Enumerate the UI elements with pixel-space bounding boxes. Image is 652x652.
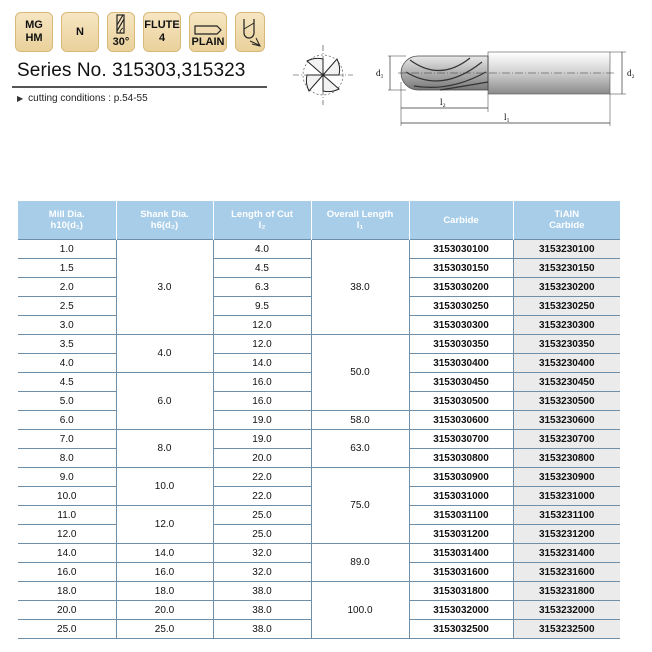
cutting-conditions-note (17, 93, 148, 104)
overall-length-cell: 89.0 (311, 544, 409, 582)
carbide-code-cell: 3153031000 (409, 487, 513, 506)
l2-label: l₂ (440, 97, 446, 107)
carbide-code-cell: 3153030300 (409, 316, 513, 335)
helix-angle-label: 30° (112, 36, 130, 48)
tialn-code-cell: 3153231400 (513, 544, 620, 563)
carbide-code-cell: 3153032500 (409, 620, 513, 639)
carbide-code-cell: 3153031100 (409, 506, 513, 525)
length-of-cut-cell: 20.0 (213, 449, 311, 468)
mill-dia-cell: 2.0 (18, 278, 116, 297)
carbide-code-cell: 3153032000 (409, 601, 513, 620)
overall-length-cell: 38.0 (311, 240, 409, 335)
shank-dia-cell: 6.0 (116, 373, 213, 430)
carbide-code-cell: 3153031600 (409, 563, 513, 582)
shank-dia-cell: 10.0 (116, 468, 213, 506)
carbide-code-cell: 3153031400 (409, 544, 513, 563)
table-row (18, 544, 620, 563)
type-badge-label: N (76, 25, 84, 38)
tialn-code-cell: 3153230250 (513, 297, 620, 316)
cutting-conditions-text: cutting conditions : p.54-55 (28, 93, 148, 104)
tialn-code-cell: 3153231000 (513, 487, 620, 506)
shank-dia-cell: 16.0 (116, 563, 213, 582)
length-of-cut-cell: 9.5 (213, 297, 311, 316)
shank-dia-cell: 14.0 (116, 544, 213, 563)
length-of-cut-cell: 32.0 (213, 544, 311, 563)
material-badge-line2: HM (25, 32, 43, 44)
tialn-code-cell: 3153232500 (513, 620, 620, 639)
mill-dia-cell: 25.0 (18, 620, 116, 639)
table-row (18, 411, 620, 430)
mill-dia-cell: 7.0 (18, 430, 116, 449)
shank-badge (189, 12, 227, 52)
column-header (18, 201, 116, 240)
length-of-cut-cell: 4.5 (213, 259, 311, 278)
carbide-code-cell: 3153030200 (409, 278, 513, 297)
spec-badges (15, 12, 265, 52)
length-of-cut-cell: 19.0 (213, 430, 311, 449)
length-of-cut-cell: 38.0 (213, 620, 311, 639)
table-row (18, 430, 620, 449)
table-header-row (18, 201, 620, 240)
page-title: Series No. 315303,315323 (17, 60, 246, 81)
d2-label: d₂ (627, 68, 635, 78)
mill-dia-cell: 10.0 (18, 487, 116, 506)
column-header (213, 201, 311, 240)
column-header-line1: Mill Dia. (48, 209, 85, 220)
mill-dia-cell: 4.0 (18, 354, 116, 373)
carbide-code-cell: 3153030800 (409, 449, 513, 468)
mill-dia-cell: 14.0 (18, 544, 116, 563)
tialn-code-cell: 3153230300 (513, 316, 620, 335)
mill-dia-cell: 18.0 (18, 582, 116, 601)
column-header-line1: Carbide (443, 214, 479, 226)
column-header-line2: h10(d₁) (50, 220, 83, 231)
mill-dia-cell: 20.0 (18, 601, 116, 620)
shank-dia-cell: 20.0 (116, 601, 213, 620)
column-header-line2: Carbide (549, 220, 585, 231)
triangle-bullet-icon: ▶ (17, 94, 24, 103)
tialn-code-cell: 3153230600 (513, 411, 620, 430)
length-of-cut-cell: 32.0 (213, 563, 311, 582)
helix-angle-icon (110, 14, 132, 36)
mill-dia-cell: 3.5 (18, 335, 116, 354)
column-header-line2: h6(d₂) (150, 220, 179, 231)
carbide-code-cell: 3153031800 (409, 582, 513, 601)
shank-dia-cell: 18.0 (116, 582, 213, 601)
column-header-line1: Overall Length (326, 209, 394, 220)
shank-dia-cell: 4.0 (116, 335, 213, 373)
tialn-code-cell: 3153230900 (513, 468, 620, 487)
tialn-code-cell: 3153230150 (513, 259, 620, 278)
ball-nose-badge (235, 12, 265, 52)
material-badge-line1: MG (25, 19, 43, 31)
tialn-code-cell: 3153230200 (513, 278, 620, 297)
length-of-cut-cell: 16.0 (213, 392, 311, 411)
tialn-code-cell: 3153231800 (513, 582, 620, 601)
length-of-cut-cell: 22.0 (213, 468, 311, 487)
table-row (18, 240, 620, 259)
carbide-code-cell: 3153030150 (409, 259, 513, 278)
title-divider (12, 86, 267, 88)
column-header (116, 201, 213, 240)
carbide-code-cell: 3153030500 (409, 392, 513, 411)
carbide-code-cell: 3153031200 (409, 525, 513, 544)
mill-dia-cell: 4.5 (18, 373, 116, 392)
column-header-line1: Shank Dia. (140, 209, 189, 220)
length-of-cut-cell: 38.0 (213, 601, 311, 620)
length-of-cut-cell: 4.0 (213, 240, 311, 259)
tialn-code-cell: 3153230450 (513, 373, 620, 392)
mill-dia-cell: 2.5 (18, 297, 116, 316)
mill-dia-cell: 6.0 (18, 411, 116, 430)
column-header-line2: l₂ (258, 220, 266, 231)
length-of-cut-cell: 25.0 (213, 525, 311, 544)
tialn-code-cell: 3153230700 (513, 430, 620, 449)
length-of-cut-cell: 25.0 (213, 506, 311, 525)
length-of-cut-cell: 12.0 (213, 335, 311, 354)
flute-badge (143, 12, 181, 52)
length-of-cut-cell: 38.0 (213, 582, 311, 601)
overall-length-cell: 50.0 (311, 335, 409, 411)
mill-dia-cell: 3.0 (18, 316, 116, 335)
length-of-cut-cell: 6.3 (213, 278, 311, 297)
cutter-end-view-drawing (293, 45, 353, 105)
column-header (311, 201, 409, 240)
tialn-code-cell: 3153231600 (513, 563, 620, 582)
tialn-code-cell: 3153231100 (513, 506, 620, 525)
carbide-code-cell: 3153030450 (409, 373, 513, 392)
mill-dia-cell: 16.0 (18, 563, 116, 582)
carbide-code-cell: 3153030350 (409, 335, 513, 354)
overall-length-cell: 58.0 (311, 411, 409, 430)
carbide-code-cell: 3153030250 (409, 297, 513, 316)
column-header (409, 201, 513, 240)
tialn-code-cell: 3153230400 (513, 354, 620, 373)
mill-dia-cell: 1.0 (18, 240, 116, 259)
overall-length-cell: 63.0 (311, 430, 409, 468)
mill-dia-cell: 11.0 (18, 506, 116, 525)
tialn-code-cell: 3153230100 (513, 240, 620, 259)
cutter-side-view-drawing (370, 42, 640, 132)
material-badge (15, 12, 53, 52)
carbide-code-cell: 3153030700 (409, 430, 513, 449)
mill-dia-cell: 1.5 (18, 259, 116, 278)
tialn-code-cell: 3153230800 (513, 449, 620, 468)
tialn-code-cell: 3153232000 (513, 601, 620, 620)
carbide-code-cell: 3153030900 (409, 468, 513, 487)
tialn-code-cell: 3153230350 (513, 335, 620, 354)
tialn-code-cell: 3153230500 (513, 392, 620, 411)
d1-label: d₁ (376, 68, 384, 78)
shank-dia-cell: 8.0 (116, 430, 213, 468)
length-of-cut-cell: 14.0 (213, 354, 311, 373)
length-of-cut-cell: 16.0 (213, 373, 311, 392)
type-badge (61, 12, 99, 52)
carbide-code-cell: 3153030100 (409, 240, 513, 259)
column-header-line1: TiAlN (554, 209, 580, 220)
length-of-cut-cell: 22.0 (213, 487, 311, 506)
column-header (513, 201, 620, 240)
table-row (18, 335, 620, 354)
mill-dia-cell: 12.0 (18, 525, 116, 544)
shank-dia-cell: 12.0 (116, 506, 213, 544)
overall-length-cell: 75.0 (311, 468, 409, 544)
length-of-cut-cell: 12.0 (213, 316, 311, 335)
mill-dia-cell: 8.0 (18, 449, 116, 468)
helix-angle-badge (107, 12, 135, 52)
ball-nose-cutting-icon (238, 17, 262, 47)
mill-dia-cell: 9.0 (18, 468, 116, 487)
overall-length-cell: 100.0 (311, 582, 409, 639)
flute-count: 4 (158, 32, 166, 44)
flute-label: FLUTE (144, 19, 180, 31)
plain-shank-icon (193, 24, 223, 36)
carbide-code-cell: 3153030400 (409, 354, 513, 373)
table-body (18, 240, 620, 639)
shank-dia-cell: 3.0 (116, 240, 213, 335)
spec-table (18, 201, 620, 639)
tialn-code-cell: 3153231200 (513, 525, 620, 544)
mill-dia-cell: 5.0 (18, 392, 116, 411)
carbide-code-cell: 3153030600 (409, 411, 513, 430)
l1-label: l₁ (504, 112, 510, 122)
shank-dia-cell: 25.0 (116, 620, 213, 639)
column-header-line2: l₁ (356, 220, 364, 231)
shank-label: PLAIN (191, 36, 225, 48)
table-row (18, 582, 620, 601)
table-row (18, 468, 620, 487)
column-header-line1: Length of Cut (231, 209, 293, 220)
length-of-cut-cell: 19.0 (213, 411, 311, 430)
